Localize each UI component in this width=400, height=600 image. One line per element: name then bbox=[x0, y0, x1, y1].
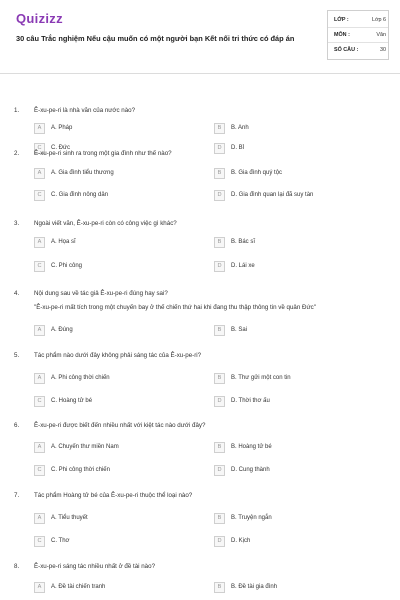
option-letter-box: C bbox=[34, 536, 45, 547]
option-b[interactable] bbox=[214, 513, 354, 525]
option-label: D. Gia đình quan lại đã suy tàn bbox=[231, 192, 314, 198]
option-label: A. Phi công thời chiến bbox=[51, 375, 110, 381]
meta-key: MÔN : bbox=[334, 32, 350, 38]
option-letter-box: B bbox=[214, 325, 225, 336]
quizizz-logo: Quizizz bbox=[16, 11, 63, 26]
option-a[interactable] bbox=[34, 582, 174, 594]
option-letter-box: C bbox=[34, 465, 45, 476]
option-label: A. Đề tài chiến tranh bbox=[51, 584, 106, 590]
question-text: Ê-xu-pe-ri sinh ra trong một gia đình như thế nào? bbox=[34, 150, 172, 157]
option-letter-box: B bbox=[214, 237, 225, 248]
meta-value: Văn bbox=[376, 32, 386, 38]
option-label: D. Kịch bbox=[231, 538, 251, 544]
option-label: C. Gia đình nông dân bbox=[51, 192, 109, 198]
option-a[interactable] bbox=[34, 513, 174, 525]
option-letter-box: C bbox=[34, 261, 45, 272]
option-a[interactable] bbox=[34, 123, 174, 135]
option-d[interactable] bbox=[214, 465, 354, 477]
question-text: Ê-xu-pe-ri được biết đến nhiều nhất với kiệt tác nào dưới đây? bbox=[34, 422, 206, 429]
question-text: Tác phẩm nào dưới đây không phải sáng tác của Ê-xu-pe-ri? bbox=[34, 352, 202, 359]
option-letter-box: B bbox=[214, 513, 225, 524]
meta-key: SỐ CÂU : bbox=[334, 47, 359, 53]
option-label: B. Thư gửi một con tin bbox=[231, 375, 291, 381]
option-letter-box: D bbox=[214, 536, 225, 547]
option-label: C. Phi công thời chiến bbox=[51, 467, 110, 473]
option-letter-box: A bbox=[34, 442, 45, 453]
option-label: B. Gia đình quý tộc bbox=[231, 170, 283, 176]
option-letter-box: C bbox=[34, 143, 45, 154]
worksheet-header bbox=[0, 0, 400, 74]
question-number: 5. bbox=[14, 352, 20, 359]
option-letter-box: D bbox=[214, 261, 225, 272]
question-text: Ê-xu-pe-ri là nhà văn của nước nào? bbox=[34, 107, 136, 114]
option-label: A. Họa sĩ bbox=[51, 239, 76, 245]
question-number: 6. bbox=[14, 422, 20, 429]
worksheet-title: 30 câu Trắc nghiệm Nếu cậu muốn có một người bạn Kết nối tri thức có đáp án bbox=[16, 34, 295, 43]
option-label: A. Tiểu thuyết bbox=[51, 515, 88, 521]
option-letter-box: D bbox=[214, 190, 225, 201]
option-c[interactable] bbox=[34, 536, 174, 548]
option-label: A. Chuyến thư miền Nam bbox=[51, 444, 119, 450]
option-label: B. Bác sĩ bbox=[231, 239, 256, 245]
option-letter-box: B bbox=[214, 373, 225, 384]
meta-row-subject bbox=[334, 32, 386, 38]
option-a[interactable] bbox=[34, 442, 174, 454]
option-letter-box: D bbox=[214, 396, 225, 407]
option-a[interactable] bbox=[34, 237, 174, 249]
option-label: A. Đúng bbox=[51, 327, 73, 333]
question-number: 8. bbox=[14, 563, 20, 570]
option-label: D. Lái xe bbox=[231, 263, 255, 269]
option-label: D. Cung thành bbox=[231, 467, 270, 473]
question-text: Tác phẩm Hoàng tử bé của Ê-xu-pe-ri thuộc thể loại nào? bbox=[34, 492, 193, 499]
option-label: B. Sai bbox=[231, 327, 248, 333]
option-label: D. Bỉ bbox=[231, 145, 245, 151]
option-b[interactable] bbox=[214, 237, 354, 249]
meta-divider bbox=[328, 42, 388, 43]
meta-row-class bbox=[334, 17, 386, 23]
option-a[interactable] bbox=[34, 168, 174, 180]
option-letter-box: D bbox=[214, 465, 225, 476]
option-letter-box: A bbox=[34, 325, 45, 336]
option-label: C. Hoàng tử bé bbox=[51, 398, 93, 404]
option-letter-box: A bbox=[34, 513, 45, 524]
meta-box bbox=[327, 10, 389, 60]
option-c[interactable] bbox=[34, 261, 174, 273]
question-number: 7. bbox=[14, 492, 20, 499]
meta-key: LỚP : bbox=[334, 17, 349, 23]
question-text: Nội dung sau về tác giả Ê-xu-pe-ri đúng hay sai? bbox=[34, 290, 168, 297]
option-label: C. Phi công bbox=[51, 263, 83, 269]
option-c[interactable] bbox=[34, 190, 174, 202]
option-b[interactable] bbox=[214, 325, 354, 337]
question-number: 3. bbox=[14, 220, 20, 227]
option-letter-box: B bbox=[214, 168, 225, 179]
option-b[interactable] bbox=[214, 442, 354, 454]
option-letter-box: A bbox=[34, 168, 45, 179]
meta-row-count bbox=[334, 47, 386, 53]
question-number: 4. bbox=[14, 290, 20, 297]
option-label: C. Đức bbox=[51, 145, 71, 151]
option-b[interactable] bbox=[214, 168, 354, 180]
option-letter-box: B bbox=[214, 442, 225, 453]
option-label: A. Gia đình tiểu thương bbox=[51, 170, 114, 176]
option-d[interactable] bbox=[214, 261, 354, 273]
question-number: 1. bbox=[14, 107, 20, 114]
option-letter-box: B bbox=[214, 123, 225, 134]
option-d[interactable] bbox=[214, 190, 354, 202]
meta-divider bbox=[328, 27, 388, 28]
question-text: Ngoài viết văn, Ê-xu-pe-ri còn có công việc gì khác? bbox=[34, 220, 177, 227]
option-letter-box: A bbox=[34, 237, 45, 248]
option-d[interactable] bbox=[214, 396, 354, 408]
option-label: C. Thơ bbox=[51, 538, 70, 544]
meta-value: 30 bbox=[380, 47, 386, 53]
option-c[interactable] bbox=[34, 465, 174, 477]
option-b[interactable] bbox=[214, 123, 354, 135]
option-b[interactable] bbox=[214, 373, 354, 385]
question-number: 2. bbox=[14, 150, 20, 157]
meta-value: Lớp 6 bbox=[371, 17, 386, 23]
option-label: B. Đề tài gia đình bbox=[231, 584, 278, 590]
option-letter-box: D bbox=[214, 143, 225, 154]
question-quote: "Ê-xu-pe-ri mất tích trong một chuyến bay ở thế chiến thứ hai khi đang thu thập thông tin về quân Đức" bbox=[34, 304, 316, 311]
option-d[interactable] bbox=[214, 536, 354, 548]
option-label: B. Anh bbox=[231, 125, 249, 131]
option-letter-box: A bbox=[34, 123, 45, 134]
option-label: B. Hoàng tử bé bbox=[231, 444, 272, 450]
option-b[interactable] bbox=[214, 582, 354, 594]
option-label: A. Pháp bbox=[51, 125, 73, 131]
option-label: B. Truyện ngắn bbox=[231, 515, 272, 521]
option-letter-box: C bbox=[34, 190, 45, 201]
question-text: Ê-xu-pe-ri sáng tác nhiều nhất ở đề tài nào? bbox=[34, 563, 156, 570]
option-label: D. Thời thơ ấu bbox=[231, 398, 270, 404]
option-c[interactable] bbox=[34, 396, 174, 408]
option-a[interactable] bbox=[34, 325, 174, 337]
option-letter-box: C bbox=[34, 396, 45, 407]
option-letter-box: B bbox=[214, 582, 225, 593]
option-letter-box: A bbox=[34, 582, 45, 593]
option-letter-box: A bbox=[34, 373, 45, 384]
option-a[interactable] bbox=[34, 373, 174, 385]
